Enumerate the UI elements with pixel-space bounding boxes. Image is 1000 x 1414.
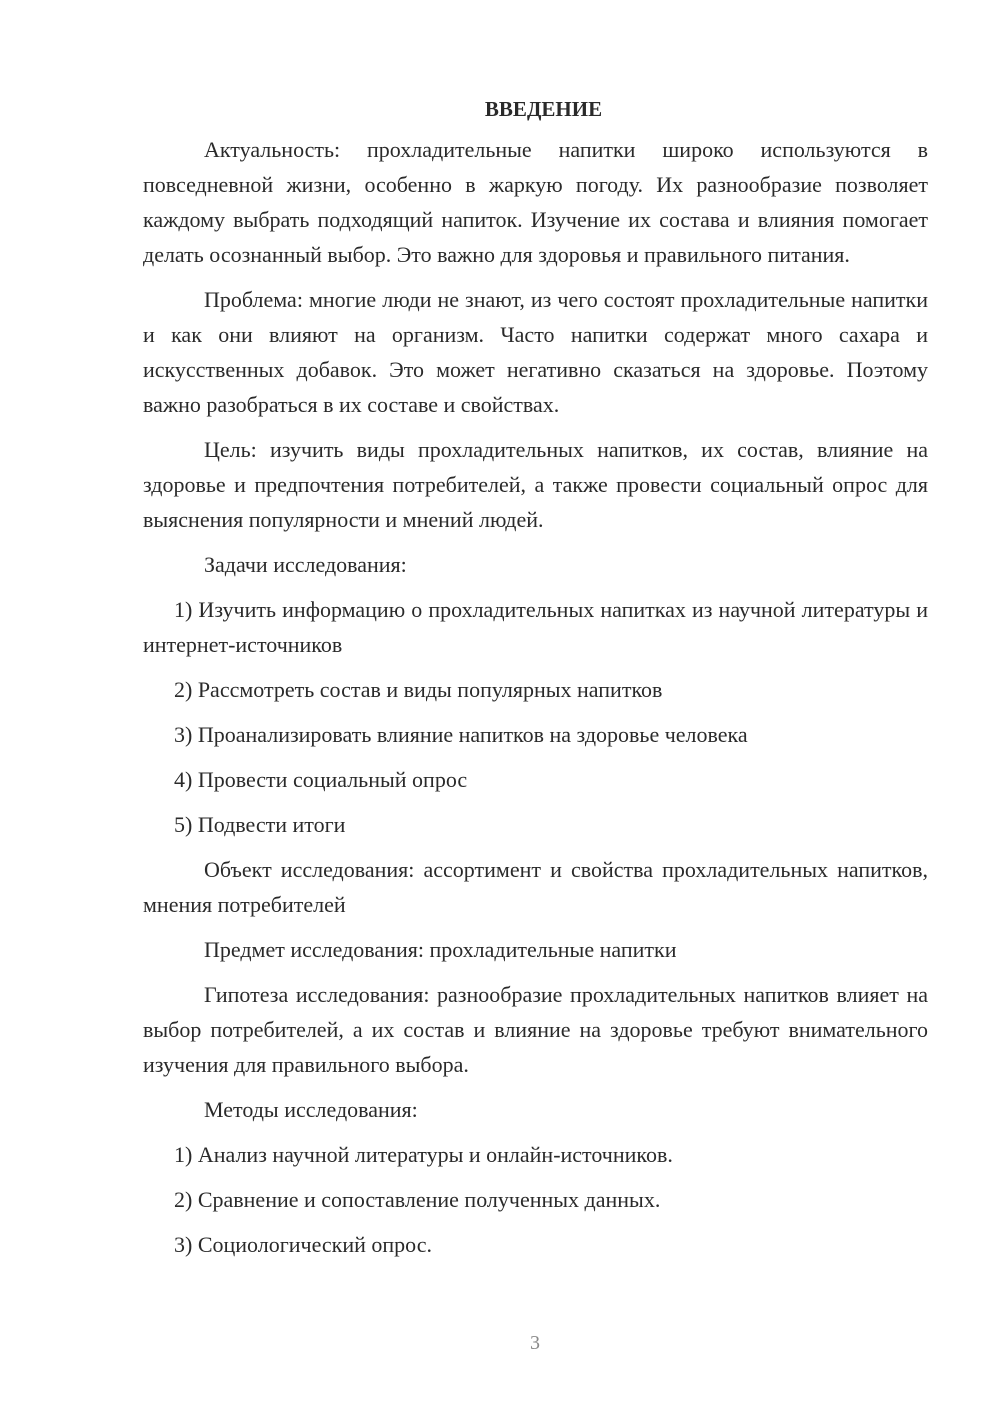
relevance-paragraph: Актуальность: прохладительные напитки широко используются в повседневной жизни, особенно в жаркую погоду. Их разнообразие позволяет каждому выбрать подходящий напиток. Изучение их состава и влияния помогает делать осознанный выбор. Это важно для здоровья и правильного питания. — [143, 137, 928, 267]
task-item: 4) Провести социальный опрос — [174, 767, 468, 792]
method-item: 3) Социологический опрос. — [174, 1232, 432, 1257]
subject-paragraph: Предмет исследования: прохладительные напитки — [204, 937, 677, 962]
methods-heading: Методы исследования: — [204, 1097, 418, 1122]
task-item: 1) Изучить информацию о прохладительных напитках из научной литературы и интернет-источников — [143, 597, 928, 657]
method-item: 1) Анализ научной литературы и онлайн-источников. — [174, 1142, 673, 1167]
goal-paragraph: Цель: изучить виды прохладительных напитков, их состав, влияние на здоровье и предпочтения потребителей, а также провести социальный опрос для выяснения популярности и мнений людей. — [143, 437, 928, 532]
task-item: 3) Проанализировать влияние напитков на здоровье человека — [174, 722, 748, 747]
problem-paragraph: Проблема: многие люди не знают, из чего состоят прохладительные напитки и как они влияют на организм. Часто напитки содержат много сахара и искусственных добавок. Это может негативно сказаться на здоровье. Поэтому важно разобраться в их составе и свойствах. — [143, 287, 928, 417]
page-title: ВВЕДЕНИЕ — [484, 97, 603, 121]
task-item: 2) Рассмотреть состав и виды популярных напитков — [174, 677, 663, 702]
tasks-heading: Задачи исследования: — [204, 552, 407, 577]
hypothesis-paragraph: Гипотеза исследования: разнообразие прохладительных напитков влияет на выбор потребителей, а их состав и влияние на здоровье требуют внимательного изучения для правильного выбора. — [143, 982, 928, 1077]
document-page — [143, 92, 928, 1272]
object-paragraph: Объект исследования: ассортимент и свойства прохладительных напитков, мнения потребителей — [143, 857, 928, 917]
method-item: 2) Сравнение и сопоставление полученных данных. — [174, 1187, 661, 1212]
page-number: 3 — [530, 1332, 540, 1354]
task-item: 5) Подвести итоги — [174, 812, 346, 837]
